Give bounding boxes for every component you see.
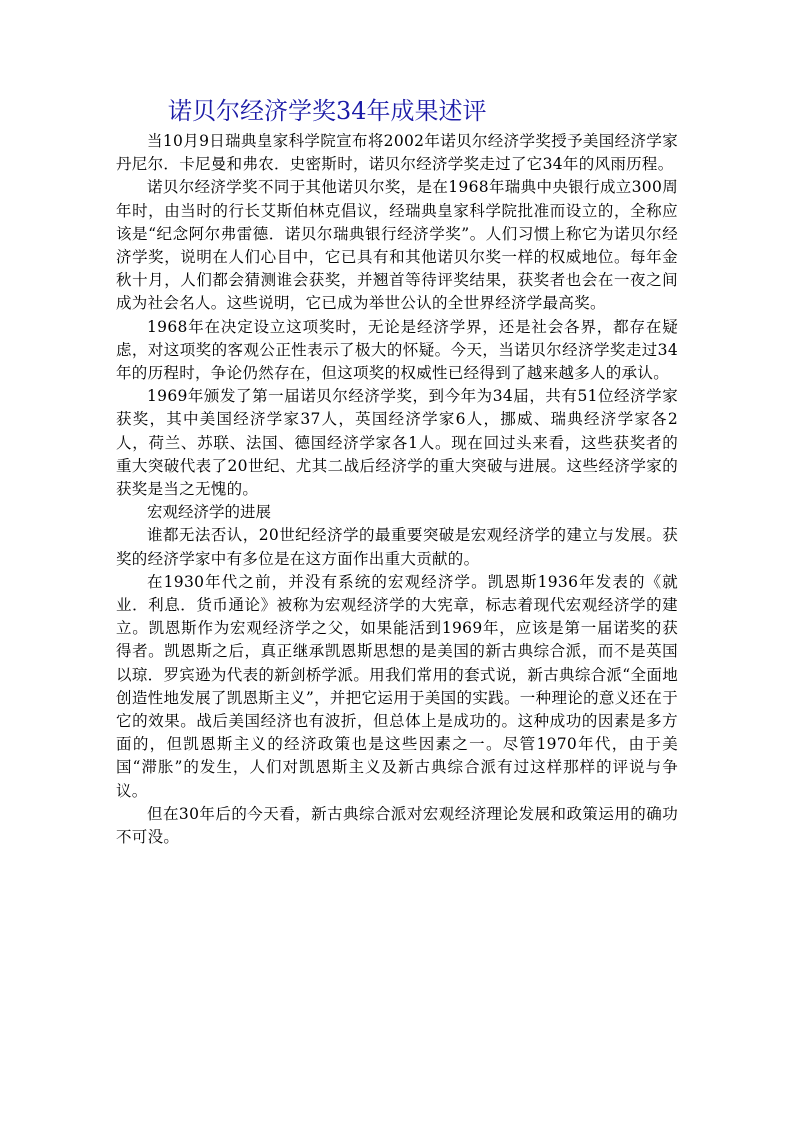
document-title: 诺贝尔经济学奖34年成果述评 <box>168 97 487 125</box>
paragraph: 诺贝尔经济学奖不同于其他诺贝尔奖，是在1968年瑞典中央银行成立300周年时，由当时的行长艾斯伯林克倡议，经瑞典皇家科学院批准而设立的，全称应该是“纪念阿尔弗雷德．诺贝尔瑞典银行经济学奖”。人们习惯上称它为诺贝尔经济学奖，说明在人们心目中，它已具有和其他诺贝尔奖一样的权威地位。每年金秋十月，人们都会猜测谁会获奖，并翘首等待评奖结果，获奖者也会在一夜之间成为社会名人。这些说明，它已成为举世公认的全世界经济学最高奖。 <box>116 178 678 313</box>
paragraph: 谁都无法否认，20世纪经济学的最重要突破是宏观经济学的建立与发展。获奖的经济学家中有多位是在这方面作出重大贡献的。 <box>116 526 678 568</box>
paragraph: 但在30年后的今天看，新古典综合派对宏观经济理论发展和政策运用的确功不可没。 <box>116 804 678 847</box>
section-heading: 宏观经济学的进展 <box>147 503 272 522</box>
paragraph: 1968年在决定设立这项奖时，无论是经济学界，还是社会各界，都存在疑虑，对这项奖的客观公正性表示了极大的怀疑。今天，当诺贝尔经济学奖走过34年的历程时，争论仍然存在，但这项奖的权威性已经得到了越来越多人的承认。 <box>116 317 678 383</box>
paragraph: 当10月9日瑞典皇家科学院宣布将2002年诺贝尔经济学奖授予美国经济学家丹尼尔．卡尼曼和弗农．史密斯时，诺贝尔经济学奖走过了它34年的风雨历程。 <box>116 132 678 174</box>
paragraph: 1969年颁发了第一届诺贝尔经济学奖，到今年为34届，共有51位经济学家获奖，其中美国经济学家37人，英国经济学家6人，挪威、瑞典经济学家各2人，荷兰、苏联、法国、德国经济学家各1人。现在回过头来看，这些获奖者的重大突破代表了20世纪、尤其二战后经济学的重大突破与进展。这些经济学家的获奖是当之无愧的。 <box>116 387 678 499</box>
paragraph: 在1930年代之前，并没有系统的宏观经济学。凯恩斯1936年发表的《就业．利息．货币通论》被称为宏观经济学的大宪章，标志着现代宏观经济学的建立。凯恩斯作为宏观经济学之父，如果能活到1969年，应该是第一届诺奖的获得者。凯恩斯之后，真正继承凯恩斯思想的是美国的新古典综合派，而不是英国以琼．罗宾逊为代表的新剑桥学派。用我们常用的套式说，新古典综合派“全面地创造性地发展了凯恩斯主义”，并把它运用于美国的实践。一种理论的意义还在于它的效果。战后美国经济也有波折，但总体上是成功的。这种成功的因素是多方面的，但凯恩斯主义的经济政策也是这些因素之一。尽管1970年代，由于美国“滞胀”的发生，人们对凯恩斯主义及新古典综合派有过这样那样的评说与争议。 <box>116 572 678 800</box>
document-page <box>116 92 678 849</box>
